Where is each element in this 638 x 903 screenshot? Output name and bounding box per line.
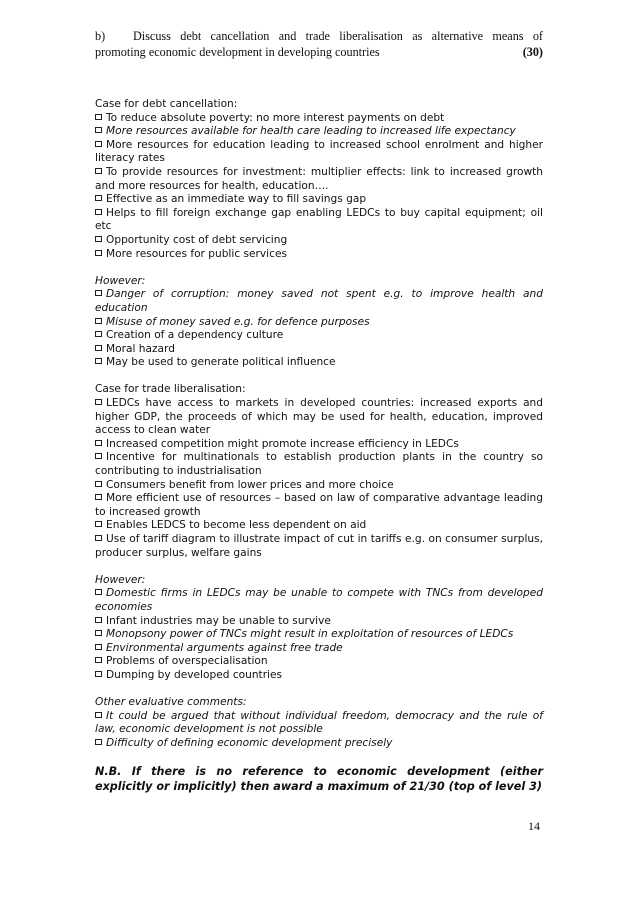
list-item: Helps to fill foreign exchange gap enabling LEDCs to buy capital equipment; oil etc [95, 206, 543, 233]
checkbox-bullet-icon [95, 712, 102, 718]
checkbox-bullet-icon [95, 141, 102, 147]
list-item: Environmental arguments against free trade [95, 642, 543, 656]
list-item: May be used to generate political influence [95, 356, 543, 370]
list-item: Enables LEDCS to become less dependent on aid [95, 519, 543, 533]
checkbox-bullet-icon [95, 589, 102, 595]
checkbox-bullet-icon [95, 630, 102, 636]
checkbox-bullet-icon [95, 440, 102, 446]
list-item: Incentive for multinationals to establish production plants in the country so contributing to industrialisation [95, 451, 543, 478]
question-text-line1: Discuss debt cancellation and trade liberalisation as alternative means of [133, 29, 543, 43]
list-item: It could be argued that without individual freedom, democracy and the rule of law, economic development is not possible [95, 709, 543, 736]
list-item: Opportunity cost of debt servicing [95, 234, 543, 248]
checkbox-bullet-icon [95, 250, 102, 256]
question [95, 28, 543, 60]
checkbox-bullet-icon [95, 671, 102, 677]
checkbox-bullet-icon [95, 345, 102, 351]
page-number: 14 [528, 819, 540, 833]
checkbox-bullet-icon [95, 453, 102, 459]
checkbox-bullet-icon [95, 331, 102, 337]
list-item: Difficulty of defining economic development precisely [95, 737, 543, 751]
list-item: Creation of a dependency culture [95, 329, 543, 343]
checkbox-bullet-icon [95, 209, 102, 215]
list-item: LEDCs have access to markets in developed countries: increased exports and higher GDP, the proceeds of which may be used for health, education, improved access to clean water [95, 397, 543, 437]
checkbox-bullet-icon [95, 168, 102, 174]
list-item: Misuse of money saved e.g. for defence purposes [95, 316, 543, 330]
debt-however-section [95, 275, 543, 370]
checkbox-bullet-icon [95, 236, 102, 242]
checkbox-bullet-icon [95, 481, 102, 487]
checkbox-bullet-icon [95, 127, 102, 133]
question-text-line2: promoting economic development in developing countries [95, 45, 380, 59]
list-item: Problems of overspecialisation [95, 655, 543, 669]
checkbox-bullet-icon [95, 318, 102, 324]
list-item: To reduce absolute poverty: no more interest payments on debt [95, 112, 543, 126]
checkbox-bullet-icon [95, 535, 102, 541]
list-item: More resources for education leading to increased school enrolment and higher literacy rates [95, 138, 543, 165]
checkbox-bullet-icon [95, 358, 102, 364]
list-item: Consumers benefit from lower prices and more choice [95, 479, 543, 493]
checkbox-bullet-icon [95, 617, 102, 623]
document-page [95, 28, 543, 794]
checkbox-bullet-icon [95, 399, 102, 405]
list-item: Use of tariff diagram to illustrate impact of cut in tariffs e.g. on consumer surplus, producer surplus, welfare gains [95, 533, 543, 559]
checkbox-bullet-icon [95, 494, 102, 500]
section-title: However: [95, 274, 146, 287]
debt-case-section [95, 98, 543, 261]
list-item: Moral hazard [95, 343, 543, 357]
list-item: Monopsony power of TNCs might result in exploitation of resources of LEDCs [95, 628, 543, 642]
list-item: Danger of corruption: money saved not spent e.g. to improve health and education [95, 288, 543, 314]
question-marks: (30) [522, 45, 543, 59]
section-title: However: [95, 573, 146, 586]
list-item: More resources for public services [95, 248, 543, 262]
trade-however-section [95, 574, 543, 683]
checkbox-bullet-icon [95, 521, 102, 527]
list-item: Domestic firms in LEDCs may be unable to compete with TNCs from developed economies [95, 587, 543, 613]
list-item: More efficient use of resources – based on law of comparative advantage leading to increased growth [95, 492, 543, 518]
list-item: Infant industries may be unable to survive [95, 615, 543, 629]
section-title: Other evaluative comments: [95, 696, 247, 709]
checkbox-bullet-icon [95, 657, 102, 663]
checkbox-bullet-icon [95, 114, 102, 120]
question-label: b) [95, 29, 106, 43]
list-item: Dumping by developed countries [95, 669, 543, 683]
trade-case-section [95, 383, 543, 560]
checkbox-bullet-icon [95, 290, 102, 296]
list-item: To provide resources for investment: multiplier effects: link to increased growth and more resources for health, education…. [95, 165, 543, 192]
section-title: Case for debt cancellation: [95, 98, 238, 110]
checkbox-bullet-icon [95, 644, 102, 650]
checkbox-bullet-icon [95, 739, 102, 745]
list-item: Increased competition might promote increase efficiency in LEDCs [95, 438, 543, 452]
other-comments-section [95, 696, 543, 750]
nb-note: N.B. If there is no reference to economic development (either explicitly or implicitly) then award a maximum of 21/30 (top of level 3) [95, 765, 543, 794]
section-title: Case for trade liberalisation: [95, 383, 246, 396]
list-item: More resources available for health care leading to increased life expectancy [95, 125, 543, 139]
checkbox-bullet-icon [95, 195, 102, 201]
list-item: Effective as an immediate way to fill savings gap [95, 193, 543, 207]
